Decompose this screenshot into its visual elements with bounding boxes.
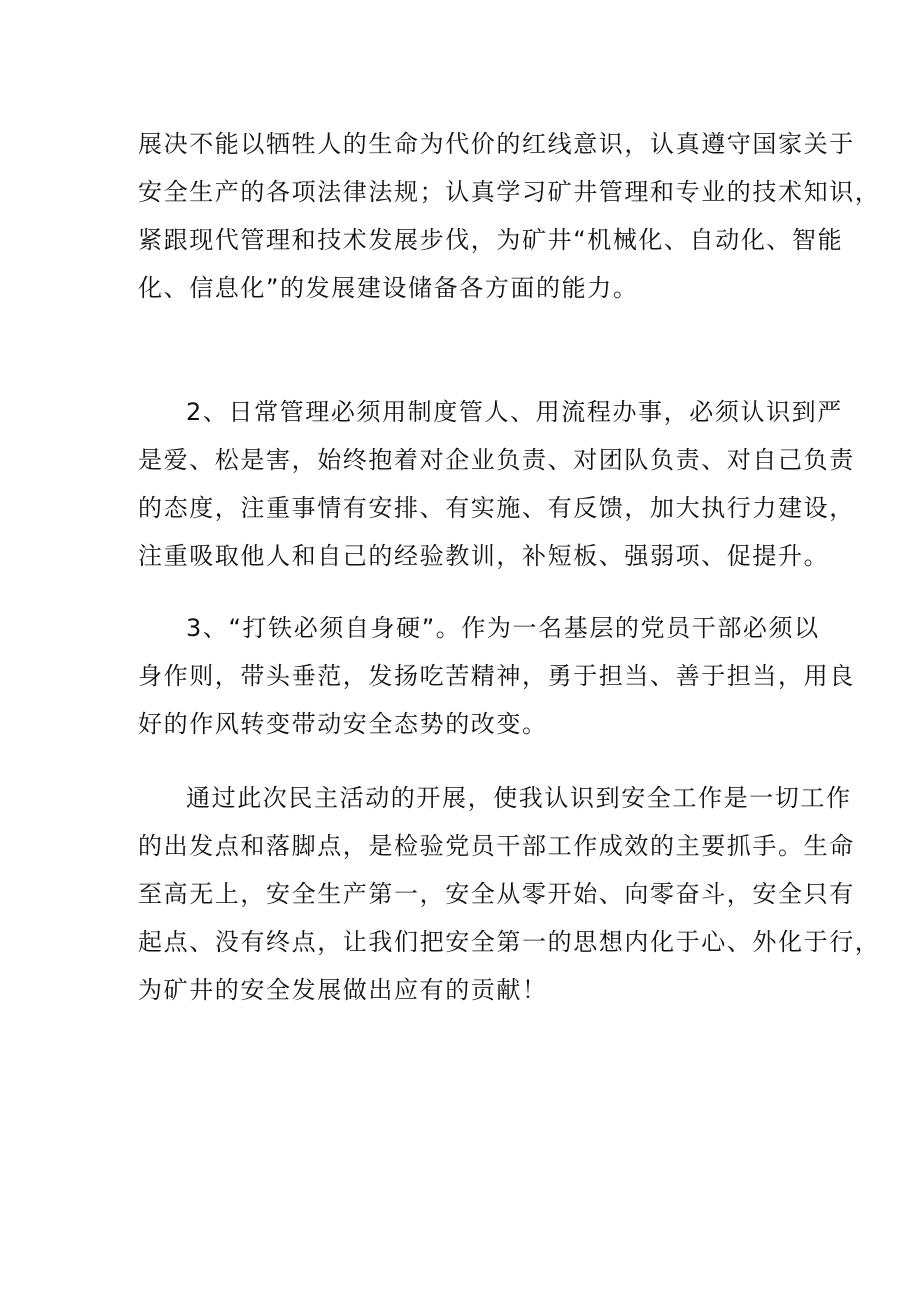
- paragraph-continued: [138, 120, 881, 312]
- paragraph-line: 3、“打铁必须自身硬”。作为一名基层的党员干部必须以: [186, 614, 820, 642]
- paragraph-line: 的态度，注重事情有安排、有实施、有反馈，加大执行力建设，: [138, 494, 855, 522]
- paragraph-line: 为矿井的安全发展做出应有的贡献！: [138, 976, 548, 1004]
- paragraph-line: 起点、没有终点，让我们把安全第一的思想内化于心、外化于行，: [138, 928, 881, 956]
- paragraph-line: 2、日常管理必须用制度管人、用流程办事，必须认识到严: [186, 398, 843, 426]
- paragraph-line: 的出发点和落脚点，是检验党员干部工作成效的主要抓手。生命: [138, 832, 855, 860]
- paragraph-item-2: [138, 388, 855, 580]
- paragraph-item-3: [138, 604, 855, 748]
- paragraph-line: 是爱、松是害，始终抱着对企业负责、对团队负责、对自己负责: [138, 446, 855, 474]
- paragraph-line: 紧跟现代管理和技术发展步伐，为矿井“机械化、自动化、智能: [138, 226, 844, 254]
- paragraph-line: 至高无上，安全生产第一，安全从零开始、向零奋斗，安全只有: [138, 880, 855, 908]
- paragraph-line: 好的作风转变带动安全态势的改变。: [138, 710, 548, 738]
- paragraph-line: 安全生产的各项法律法规；认真学习矿井管理和专业的技术知识，: [138, 178, 881, 206]
- paragraph-conclusion: [138, 774, 881, 1014]
- paragraph-line: 化、信息化”的发展建设储备各方面的能力。: [138, 274, 639, 302]
- paragraph-line: 身作则，带头垂范，发扬吃苦精神，勇于担当、善于担当，用良: [138, 662, 855, 690]
- paragraph-line: 注重吸取他人和自己的经验教训，补短板、强弱项、促提升。: [138, 542, 830, 570]
- paragraph-line: 展决不能以牺牲人的生命为代价的红线意识，认真遵守国家关于: [138, 130, 855, 158]
- paragraph-line: 通过此次民主活动的开展，使我认识到安全工作是一切工作: [186, 784, 852, 812]
